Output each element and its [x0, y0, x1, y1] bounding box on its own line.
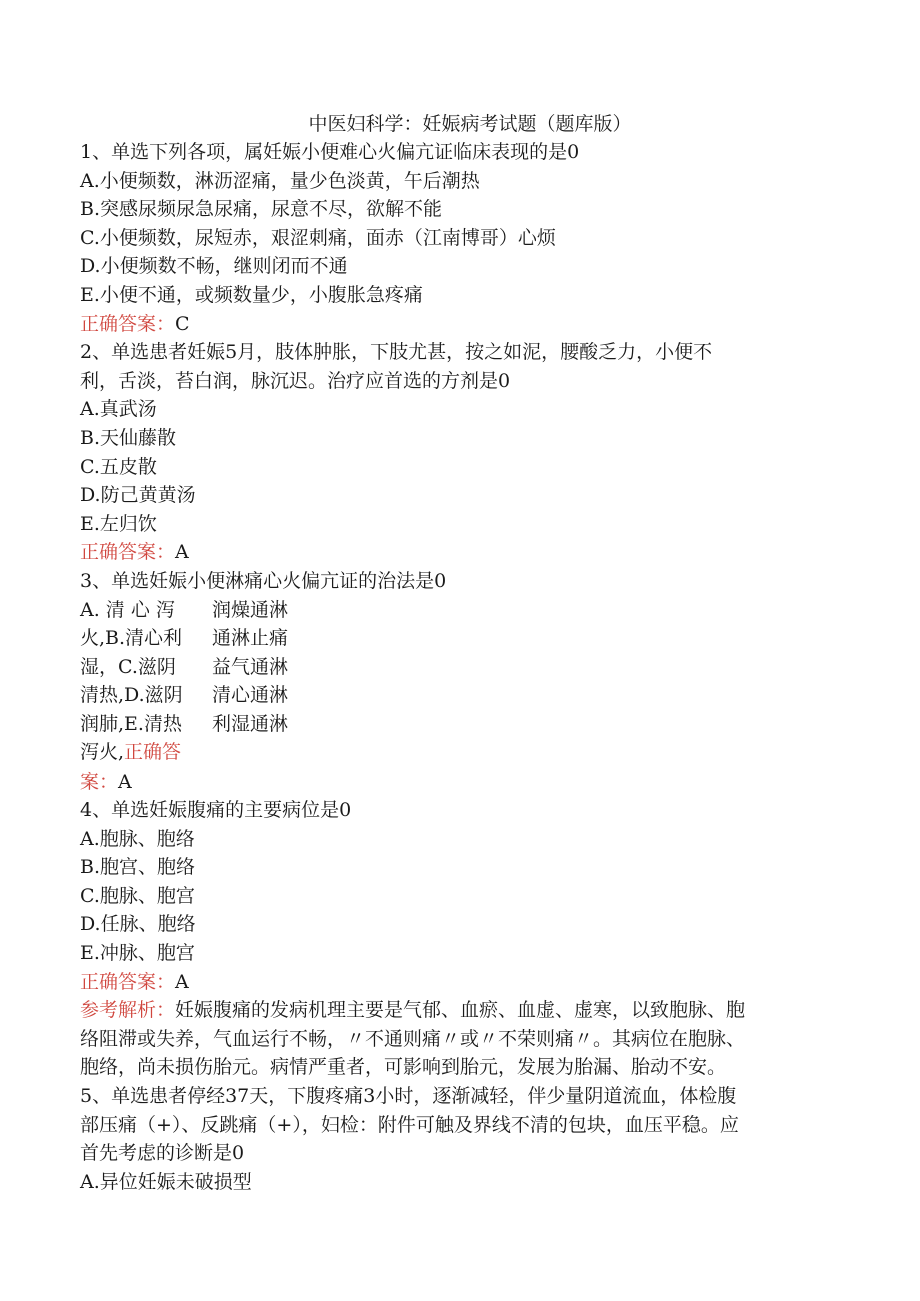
option-e: E.冲脉、胞宫	[80, 942, 195, 965]
question-5	[80, 1082, 840, 1196]
analysis-label: 参考解析：	[80, 999, 176, 1022]
options-left-column	[80, 596, 210, 768]
option-fragment: 火,B.清心利	[80, 627, 183, 650]
document-title: 中医妇科学：妊娠病考试题（题库版）	[308, 113, 632, 135]
question-stem: 3、单选妊娠小便淋痛心火偏亢证的治法是0	[80, 569, 447, 592]
question-stem: 5、单选患者停经37天，下腹疼痛3小时，逐渐减轻，伴少量阴道流血，体检腹	[80, 1085, 737, 1108]
option-fragment: 益气通淋	[212, 655, 289, 678]
answer-value: A	[118, 770, 132, 793]
option-b: B.胞宫、胞络	[80, 856, 196, 879]
options-two-column	[80, 596, 840, 768]
option-b: B.突感尿频尿急尿痛，尿意不尽，欲解不能	[80, 198, 443, 221]
option-fragment: 泻火,	[80, 741, 125, 764]
document-page	[80, 110, 840, 1196]
answer-label: 正确答案：	[80, 312, 176, 335]
answer-line	[80, 538, 840, 567]
answer-line	[80, 310, 840, 339]
question-stem-cont: 利，舌淡，苔白润，脉沉迟。治疗应首选的方剂是0	[80, 369, 511, 392]
option-a: A.真武汤	[80, 398, 157, 421]
option-e: E.小便不通，或频数量少，小腹胀急疼痛	[80, 283, 423, 306]
options-right-column	[212, 596, 412, 739]
answer-label-cont: 案：	[80, 770, 119, 793]
option-c: C.五皮散	[80, 455, 157, 478]
answer-value: A	[175, 541, 189, 564]
answer-label: 正确答案：	[80, 970, 176, 993]
option-fragment: 润肺,E.清热	[80, 712, 182, 735]
question-stem: 2、单选患者妊娠5月，肢体肿胀，下肢尤甚，按之如泥，腰酸乏力，小便不	[80, 341, 713, 364]
question-4	[80, 796, 840, 1082]
question-1	[80, 138, 840, 338]
option-e: E.左归饮	[80, 512, 157, 535]
answer-value: C	[175, 312, 190, 335]
option-a: A.胞脉、胞络	[80, 827, 195, 850]
analysis-text-cont: 络阻滞或失养，气血运行不畅，〃不通则痛〃或〃不荣则痛〃。其病位在胞脉、	[80, 1027, 746, 1050]
analysis-line	[80, 996, 840, 1025]
option-a: A.异位妊娠未破损型	[80, 1170, 252, 1193]
question-stem-cont: 首先考虑的诊断是0	[80, 1142, 245, 1165]
question-stem: 1、单选下列各项，属妊娠小便难心火偏亢证临床表现的是0	[80, 141, 580, 163]
question-3	[80, 567, 840, 796]
answer-value: A	[175, 970, 189, 993]
option-a: A.小便频数，淋沥涩痛，量少色淡黄，午后潮热	[80, 169, 480, 192]
option-fragment: 湿，C.滋阴	[80, 655, 176, 678]
answer-label: 正确答	[124, 741, 182, 764]
analysis-text: 妊娠腹痛的发病机理主要是气郁、血瘀、血虚、虚寒，以致胞脉、胞	[175, 999, 746, 1022]
answer-line	[80, 768, 840, 797]
option-c: C.小便频数，尿短赤，艰涩刺痛，面赤（江南博哥）心烦	[80, 226, 556, 249]
option-b: B.天仙藤散	[80, 426, 177, 449]
option-fragment-with-answer	[80, 738, 210, 767]
question-stem-cont: 部压痛（+）、反跳痛（+），妇检：附件可触及界线不清的包块，血压平稳。应	[80, 1113, 739, 1136]
option-d: D.防己黄黄汤	[80, 484, 196, 507]
question-2	[80, 338, 840, 567]
option-d: D.任脉、胞络	[80, 913, 196, 936]
option-c: C.胞脉、胞宫	[80, 884, 195, 907]
option-fragment: 清心通淋	[212, 684, 289, 707]
option-fragment: A. 清 心 泻	[80, 598, 175, 621]
answer-label: 正确答案：	[80, 541, 176, 564]
option-fragment: 润燥通淋	[212, 598, 289, 621]
option-fragment: 清热,D.滋阴	[80, 684, 183, 707]
option-fragment: 利湿通淋	[212, 712, 289, 735]
analysis-text-cont: 胞络，尚未损伤胎元。病情严重者，可影响到胎元，发展为胎漏、胎动不安。	[80, 1056, 727, 1079]
option-fragment: 通淋止痛	[212, 627, 289, 650]
option-d: D.小便频数不畅，继则闭而不通	[80, 255, 348, 278]
question-stem: 4、单选妊娠腹痛的主要病位是0	[80, 799, 352, 822]
answer-line	[80, 968, 840, 997]
